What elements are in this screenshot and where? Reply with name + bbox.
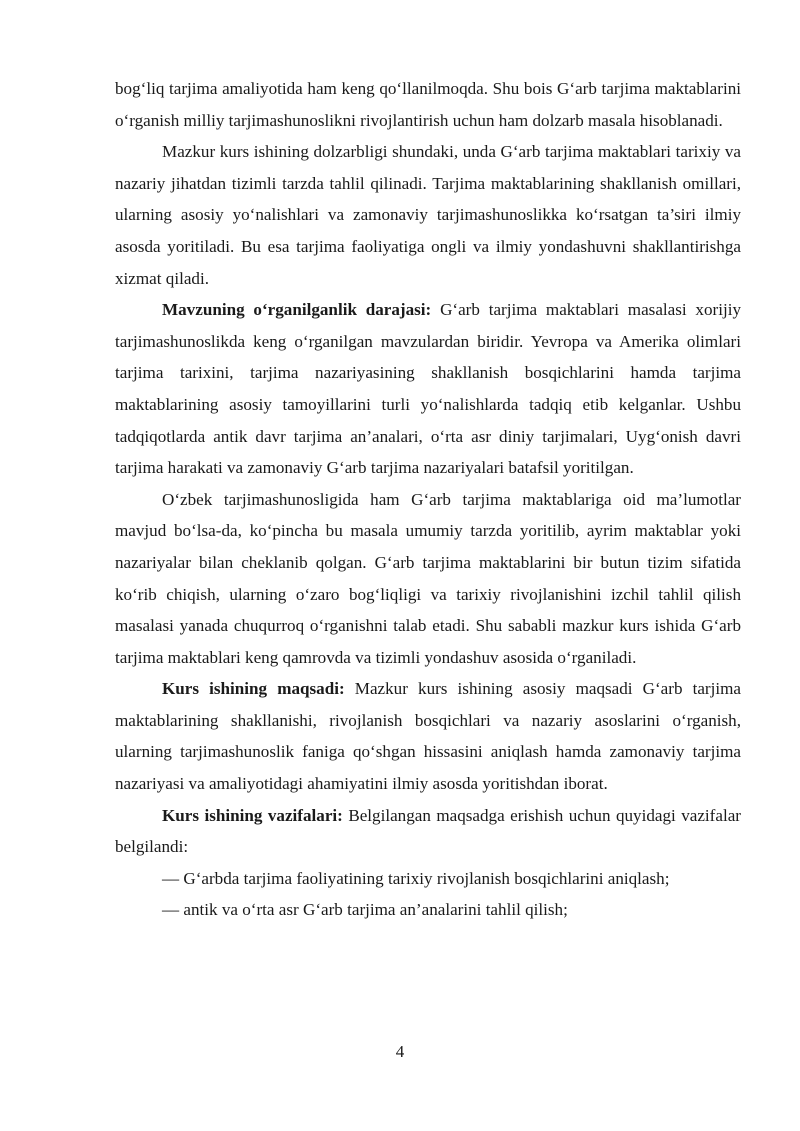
document-page xyxy=(115,73,741,926)
page-number: 4 xyxy=(395,1042,405,1061)
paragraph-heading: Mavzuning o‘rganilganlik darajasi: xyxy=(162,300,432,320)
paragraph-text: Mazkur kurs ishining asosiy maqsadi G‘arb tarjima maktablarining shakllanishi, rivojlanish bosqichlari va nazariy asoslarini o‘rganish, ularning tarjimashunoslik faniga qo‘shgan hissasini aniqlash hamda zamonaviy tarjima nazariyasi va amaliyotidagi ahamiyatini ilmiy asosda yoritishdan iborat. xyxy=(115,679,742,794)
paragraph-goal xyxy=(115,673,741,799)
list-item: — antik va o‘rta asr G‘arb tarjima an’analarini tahlil qilish; xyxy=(162,900,568,920)
paragraph-text: O‘zbek tarjimashunosligida ham G‘arb tarjima maktablariga oid ma’lumotlar mavjud bo‘lsa-da, ko‘pincha bu masala umumiy tarzda yoritilib, ayrim maktablar yoki nazariyalar bilan cheklanib qolgan. G‘arb tarjima maktablarini bir butun tizim sifatida ko‘rib chiqish, ularning o‘zaro bog‘liqligi va tarixiy rivojlanishini izchil tahlil qilish masalasi yanada chuqurroq o‘rganishni talab etadi. Shu sababli mazkur kurs ishida G‘arb tarjima maktablari keng qamrovda va tizimli yondashuv asosida o‘rganiladi. xyxy=(115,489,741,667)
list-item: — G‘arbda tarjima faoliyatining tarixiy rivojlanish bosqichlarini aniqlash; xyxy=(162,868,670,888)
paragraph-study-level xyxy=(115,294,741,484)
paragraph-heading: Kurs ishining vazifalari: xyxy=(162,805,343,825)
paragraph-heading: Kurs ishining maqsadi: xyxy=(162,679,345,699)
paragraph-text: G‘arb tarjima maktablari masalasi xorijiy tarjimashunoslikda keng o‘rganilgan mavzulardan biridir. Yevropa va Amerika olimlari tarjima tarixini, tarjima nazariyasining shakllanish bosqichlarini hamda tarjima maktablarining asosiy tamoyillarini turli yo‘nalishlarda tadqiq etib kelganlar. Ushbu tadqiqotlarda antik davr tarjima an’analari, o‘rta asr diniy tarjimalari, Uyg‘onish davri tarjima harakati va zamonaviy G‘arb tarjima nazariyalari batafsil yoritilgan. xyxy=(115,300,742,478)
paragraph-tasks xyxy=(115,800,741,863)
paragraph-intro-continuation xyxy=(115,73,741,136)
paragraph-relevance xyxy=(115,136,741,294)
paragraph-text: Mazkur kurs ishining dolzarbligi shundaki, unda G‘arb tarjima maktablari tarixiy va nazariy jihatdan tizimli tarzda tahlil qilinadi. Tarjima maktablarining shakllanish omillari, ularning asosiy yo‘nalishlari va zamonaviy tarjimashunoslikka ko‘rsatgan ta’siri ilmiy asosda yoritiladi. Bu esa tarjima faoliyatiga ongli va ilmiy yondashuvni shakllantirishga xizmat qiladi. xyxy=(115,142,741,288)
paragraph-uzbek-studies xyxy=(115,484,741,674)
paragraph-text: bog‘liq tarjima amaliyotida ham keng qo‘llanilmoqda. Shu bois G‘arb tarjima maktablarini o‘rganish milliy tarjimashunoslikni rivojlantirish uchun ham dolzarb masala hisoblanadi. xyxy=(115,79,741,130)
paragraph-text: Belgilangan maqsadga erishish uchun quyidagi vazifalar belgilandi: xyxy=(115,805,741,857)
